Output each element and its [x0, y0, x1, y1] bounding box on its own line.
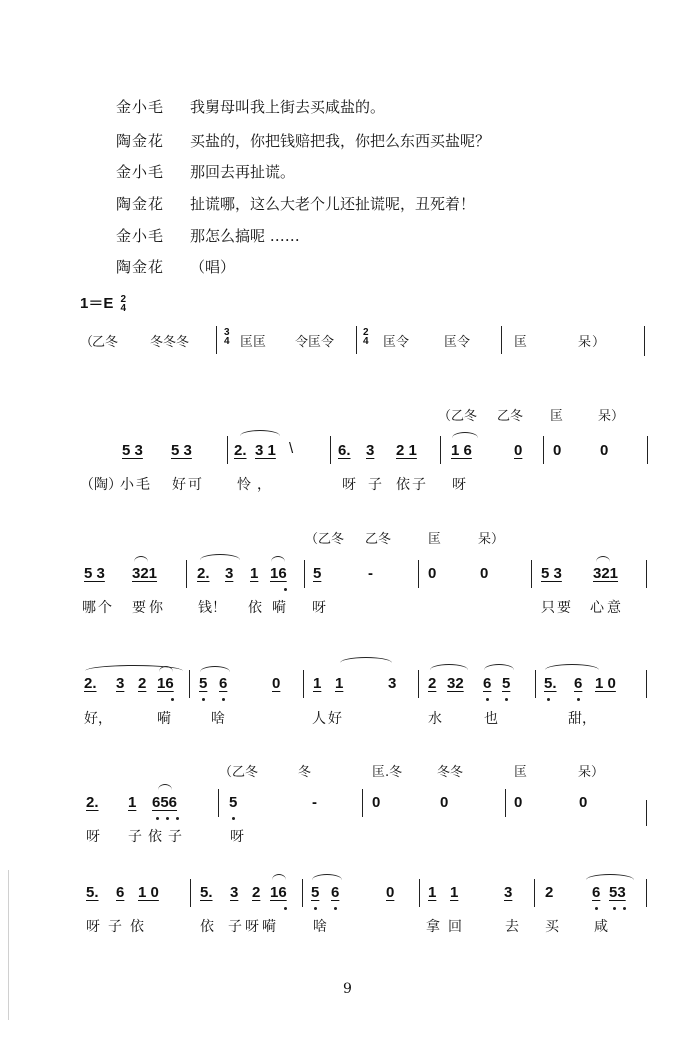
scan-edge-line: [8, 870, 9, 1020]
note-group: 321: [132, 565, 158, 582]
perc-group: 冬冬冬: [150, 335, 190, 350]
barline: [189, 670, 190, 698]
barline: [644, 326, 645, 356]
rest: 0: [480, 565, 489, 582]
perc-group: 乙冬: [497, 409, 524, 424]
perc-group: 呆）: [598, 409, 625, 424]
octave-dot: [222, 698, 225, 701]
note-group: 1 0: [138, 884, 159, 901]
lyric: 咸: [594, 919, 608, 935]
lyric: 子: [368, 477, 382, 493]
lyric: 拿回: [426, 919, 470, 935]
octave-dot: [171, 698, 174, 701]
perc-group: （乙冬: [438, 409, 478, 424]
barline: [190, 879, 191, 907]
barline: [646, 560, 647, 588]
barline: [535, 670, 536, 698]
note: 5: [313, 565, 322, 582]
meter-bottom: 4: [224, 336, 230, 347]
lyric: 人好: [312, 711, 344, 727]
barline: [501, 326, 502, 354]
lyric: 呀: [230, 829, 244, 845]
perc-group: 匡: [514, 335, 528, 350]
perc-group: 呆）: [578, 765, 605, 780]
perc-group: （乙冬: [305, 532, 345, 547]
dialogue-line-5: [116, 225, 300, 246]
note: 1: [128, 794, 137, 811]
note: 5: [502, 675, 511, 692]
time-sig-top: 2: [120, 294, 127, 306]
perc-group: 匡: [550, 409, 564, 424]
perc-group: 冬冬: [437, 765, 464, 780]
barline: [227, 436, 228, 464]
note: 2: [428, 675, 437, 692]
note-group: 5 3: [122, 442, 143, 459]
note: 5.: [544, 675, 557, 692]
time-signature: [121, 295, 127, 313]
octave-dot: [577, 698, 580, 701]
rest: 0: [386, 884, 395, 901]
lyric: 呀: [312, 600, 326, 616]
time-sig-bottom: 4: [120, 303, 127, 315]
barline: [304, 560, 305, 588]
note: 5: [229, 794, 238, 811]
note: 3: [225, 565, 234, 582]
fermata: [159, 666, 173, 672]
fermata: [596, 556, 610, 562]
perc-open: （: [80, 335, 94, 350]
fermata: [272, 874, 286, 880]
slur: [452, 432, 478, 438]
note: 6: [574, 675, 583, 692]
note: 6: [483, 675, 492, 692]
perc-group: 冬: [298, 765, 312, 780]
note-group: 32: [447, 675, 464, 692]
slur: [312, 874, 342, 880]
note-group: 1 0: [595, 675, 616, 692]
note-group: 53: [609, 884, 626, 901]
octave-dot: [232, 817, 235, 820]
note: 2.: [86, 794, 99, 811]
note: 2.: [197, 565, 210, 582]
note: 5: [311, 884, 320, 901]
perc-group: 匡匡: [240, 335, 267, 350]
barline: [186, 560, 187, 588]
perc-group: 匡.冬: [372, 765, 403, 780]
barline: [218, 789, 219, 817]
lyric: 小毛: [120, 477, 152, 493]
lyric: 嗬: [272, 600, 286, 616]
barline: [647, 436, 648, 464]
perc-group: 匡: [428, 532, 442, 547]
rest: 0: [553, 442, 562, 459]
lyric: （陶）: [80, 477, 122, 493]
meter-change: [224, 328, 230, 346]
octave-dot: [505, 698, 508, 701]
barline: [216, 326, 217, 354]
lyric: 啥: [211, 711, 225, 727]
dialogue-text: 那怎么搞呢 ……: [190, 227, 300, 245]
barline: [646, 800, 647, 826]
rest: 0: [428, 565, 437, 582]
note: 2.: [234, 442, 247, 459]
note-group: 5 3: [84, 565, 105, 582]
lyric: 甜，: [568, 711, 596, 727]
lyric: 子依子: [128, 829, 188, 845]
note: 5: [199, 675, 208, 692]
perc-group: 匡令: [383, 335, 410, 350]
lyric: 呀: [452, 477, 466, 493]
rest: 0: [600, 442, 609, 459]
octave-dot: [284, 588, 287, 591]
lyric: 子依: [108, 919, 152, 935]
slur: [240, 430, 280, 436]
speaker-name: 陶金花: [116, 132, 165, 150]
note: 6: [219, 675, 228, 692]
note-group: 16: [270, 565, 287, 582]
barline: [543, 436, 544, 464]
octave-dot: [314, 907, 317, 910]
slur: [484, 664, 514, 670]
dash: -: [368, 565, 373, 582]
speaker-name: 陶金花: [116, 258, 165, 276]
speaker-name: 金小毛: [116, 227, 165, 245]
note: 1: [250, 565, 259, 582]
note: 6: [116, 884, 125, 901]
dialogue-text: （唱）: [190, 258, 236, 276]
note-group: 16: [157, 675, 174, 692]
note: 6.: [338, 442, 351, 459]
lyric: 去: [505, 919, 519, 935]
lyric: 依: [248, 600, 262, 616]
speaker-name: 金小毛: [116, 163, 165, 181]
lyric: 要你: [132, 600, 166, 616]
meter-top: 3: [224, 327, 230, 338]
barline: [419, 879, 420, 907]
octave-dot: [284, 907, 287, 910]
lyric: 呀: [86, 919, 102, 935]
rest: 0: [372, 794, 381, 811]
dialogue-text: 我舅母叫我上街去买咸盐的。: [190, 98, 386, 116]
barline: [646, 879, 647, 907]
lyric: 心意: [590, 600, 624, 616]
octave-dot: [176, 817, 179, 820]
octave-dot: [595, 907, 598, 910]
note-group: 656: [152, 794, 178, 811]
fermata: [158, 784, 172, 790]
dialogue-line-4: [116, 193, 475, 214]
note: 2: [252, 884, 261, 901]
fermata: [134, 556, 148, 562]
rest: 0: [579, 794, 588, 811]
dialogue-line-3: [116, 161, 295, 182]
note: 5.: [200, 884, 213, 901]
note: 2.: [84, 675, 97, 692]
breath-mark: \: [289, 440, 294, 457]
tie: [340, 657, 392, 663]
note-group: 16: [270, 884, 287, 901]
slur: [430, 664, 468, 670]
rest: 0: [514, 442, 523, 459]
perc-group: 乙冬: [92, 335, 119, 350]
dialogue-text: 那回去再扯谎。: [190, 163, 296, 181]
barline: [418, 560, 419, 588]
barline: [440, 436, 441, 464]
lyric: 怜，: [237, 477, 277, 493]
fermata: [271, 556, 285, 562]
slur: [545, 664, 599, 670]
octave-dot: [166, 817, 169, 820]
lyric: 依: [200, 919, 214, 935]
rest: 0: [272, 675, 281, 692]
note: 5.: [86, 884, 99, 901]
barline: [330, 436, 331, 464]
lyric: 水: [428, 711, 442, 727]
speaker-name: 金小毛: [116, 98, 165, 116]
perc-close: ）: [592, 335, 606, 350]
lyric: 子呀嗬: [228, 919, 279, 935]
lyric: 好可: [172, 477, 204, 493]
barline: [362, 789, 363, 817]
meter-bottom: 4: [363, 336, 369, 347]
note-group: 321: [593, 565, 619, 582]
note: 6: [331, 884, 340, 901]
note: 1: [450, 884, 459, 901]
dialogue-line-1: [116, 96, 385, 117]
meter-top: 2: [363, 327, 369, 338]
barline: [534, 879, 535, 907]
barline: [418, 670, 419, 698]
octave-dot: [547, 698, 550, 701]
perc-group: 令匡令: [295, 335, 335, 350]
note: 3: [366, 442, 375, 459]
lyric: 好，: [84, 711, 112, 727]
lyric: 哪个: [82, 600, 114, 616]
note: 3: [388, 675, 397, 692]
perc-group: 呆）: [478, 532, 505, 547]
note-group: 3 1: [255, 442, 276, 459]
octave-dot: [334, 907, 337, 910]
octave-dot: [623, 907, 626, 910]
lyric: 只要: [541, 600, 573, 616]
lyric: 也: [484, 711, 498, 727]
perc-group: 呆: [578, 335, 592, 350]
note: 1: [428, 884, 437, 901]
octave-dot: [202, 698, 205, 701]
lyric: 嗬: [157, 711, 171, 727]
barline: [302, 879, 303, 907]
note: 1: [313, 675, 322, 692]
dialogue-text: 扯谎哪，这么大老个儿还扯谎呢，丑死着！: [190, 195, 476, 213]
lyric: 呀: [86, 829, 100, 845]
perc-group: 乙冬: [365, 532, 392, 547]
page-number: 9: [343, 981, 352, 997]
key-label: 1＝E: [80, 295, 114, 312]
dialogue-text: 买盐的，你把钱赔把我，你把么东西买盐呢？: [190, 132, 491, 150]
barline: [505, 789, 506, 817]
lyric: 依子: [396, 477, 428, 493]
note-group: 5 3: [171, 442, 192, 459]
slur: [200, 666, 230, 672]
perc-group: 匡: [514, 765, 528, 780]
barline: [303, 670, 304, 698]
barline: [531, 560, 532, 588]
note-group: 1 6: [451, 442, 472, 459]
speaker-name: 陶金花: [116, 195, 165, 213]
perc-group: （乙冬: [219, 765, 259, 780]
lyric: 啥: [313, 919, 327, 935]
dash: -: [312, 794, 317, 811]
octave-dot: [486, 698, 489, 701]
slur: [200, 554, 240, 560]
barline: [356, 326, 357, 354]
octave-dot: [156, 817, 159, 820]
note: 1: [335, 675, 344, 692]
rest: 0: [440, 794, 449, 811]
note: 3: [116, 675, 125, 692]
note-group: 2 1: [396, 442, 417, 459]
note: 3: [230, 884, 239, 901]
perc-group: 匡令: [444, 335, 471, 350]
lyric: 钱！: [198, 600, 226, 616]
barline: [646, 670, 647, 698]
note: 2: [545, 884, 554, 901]
note-group: 5 3: [541, 565, 562, 582]
slur: [586, 874, 634, 880]
octave-dot: [613, 907, 616, 910]
lyric: 买: [545, 919, 559, 935]
dialogue-line-2: [116, 130, 490, 151]
meter-change: [363, 328, 369, 346]
note: 3: [504, 884, 513, 901]
lyric: 呀: [342, 477, 356, 493]
dialogue-line-6: [116, 256, 235, 277]
note: 6: [592, 884, 601, 901]
rest: 0: [514, 794, 523, 811]
key-signature: [80, 292, 126, 313]
note: 2: [138, 675, 147, 692]
